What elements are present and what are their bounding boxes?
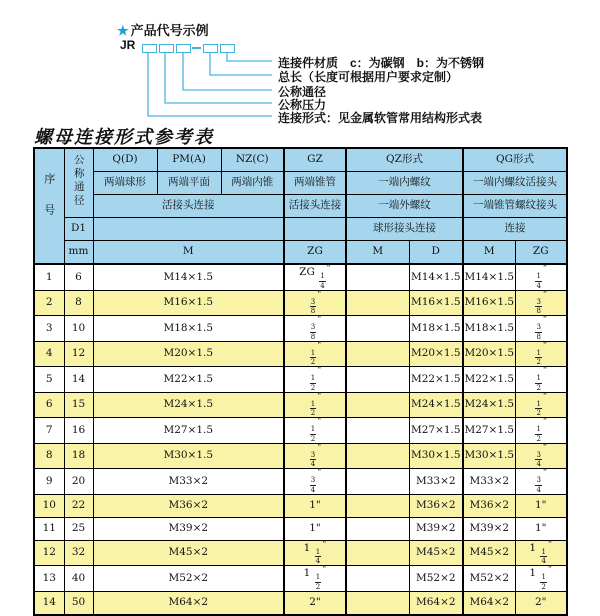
fraction: $\frac{3}{4}$ (536, 476, 541, 494)
cell-m: M24×1.5 (93, 392, 284, 418)
cell-zg (284, 341, 346, 367)
header-qg-sub-m: M (463, 241, 515, 265)
table-row (34, 469, 567, 495)
cell-seq: 14 (34, 591, 64, 615)
header-unit: mm (64, 241, 93, 265)
cell-qz_m (346, 517, 409, 540)
cell-qg_m: M14×1.5 (463, 264, 515, 290)
table-row (34, 367, 567, 393)
header-qz-sub-d: D (409, 241, 463, 265)
cell-seq: 3 (34, 316, 64, 342)
diagram-label-pressure: 公称压力 (278, 98, 327, 112)
inch-mark: " (542, 366, 548, 376)
fraction: $\frac{1}{2}$ (310, 374, 316, 392)
cell-qz_d: M27×1.5 (409, 418, 463, 444)
diagram-label-connection: 连接形式：见金属软管常用结构形式表 (278, 111, 483, 125)
cell-qz_m (346, 418, 409, 444)
inch-mark: " (326, 264, 331, 274)
fraction: $\frac{1}{2}$ (536, 425, 541, 443)
table-row (34, 290, 567, 316)
cell-seq: 12 (34, 540, 64, 566)
cell-qz_m (346, 392, 409, 418)
cell-m: M16×1.5 (93, 290, 284, 316)
diagram-label-length: 总长（长度可根据用户要求定制） (278, 70, 459, 84)
header-qz-conn: 一端外螺纹 (346, 195, 463, 218)
inch-mark: " (542, 391, 548, 402)
header-gz-type: 两端锥管 (284, 172, 346, 195)
header-qz-code: QZ形式 (346, 148, 463, 172)
cell-qz_d: M14×1.5 (409, 264, 463, 290)
table-row (34, 494, 567, 517)
fraction: $\frac{1}{2}$ (536, 399, 541, 417)
inch-mark: " (542, 315, 548, 325)
cell-zg (284, 290, 346, 316)
table-row (34, 540, 567, 566)
cell-zg: ZG $\frac{1}{4}$ " (284, 264, 346, 290)
header-qg-conn: 一端锥管螺纹接头 (463, 195, 567, 218)
header-row-units (34, 241, 567, 265)
header-gz-conn: 活接头连接 (284, 195, 346, 218)
cell-zg (284, 418, 346, 444)
header-qz-conn2: 球形接头连接 (346, 218, 463, 241)
cell-zg (284, 316, 346, 342)
header-d1: D1 (64, 218, 93, 241)
table-title: 螺母连接形式参考表 (34, 127, 214, 148)
cell-seq: 4 (34, 341, 64, 367)
cell-qg_m: M33×2 (463, 469, 515, 495)
cell-m: M18×1.5 (93, 316, 284, 342)
diagram-label-diameter: 公称通径 (278, 85, 327, 99)
cell-dn: 8 (64, 290, 93, 316)
header-pm-code: PM(A) (157, 148, 221, 172)
cell-seq: 7 (34, 418, 64, 444)
cell-dn: 12 (64, 341, 93, 367)
cell-m: M30×1.5 (93, 443, 284, 469)
table-header (34, 148, 567, 264)
cell-qz_d: M18×1.5 (409, 316, 463, 342)
cell-zg (284, 443, 346, 469)
fraction: $\frac{3}{4}$ (536, 450, 541, 468)
cell-qz_d: M16×1.5 (409, 290, 463, 316)
diagram-label-material: 连接件材质 c：为碳钢 b：为不锈钢 (278, 56, 485, 70)
inch-mark: " (322, 565, 327, 575)
cell-seq: 8 (34, 443, 64, 469)
table-row (34, 591, 567, 615)
cell-seq: 6 (34, 392, 64, 418)
cell-qz_m (346, 591, 409, 615)
cell-qz_d: M30×1.5 (409, 443, 463, 469)
cell-qg_m: M64×2 (463, 591, 515, 615)
header-empty-union (93, 218, 284, 241)
cell-qg_zg: 1" (515, 494, 567, 517)
header-row-d1 (34, 218, 567, 241)
cell-qg_m: M16×1.5 (463, 290, 515, 316)
cell-seq: 2 (34, 290, 64, 316)
cell-qg_zg (515, 469, 567, 495)
cell-qz_d: M22×1.5 (409, 367, 463, 393)
cell-qg_m: M45×2 (463, 540, 515, 566)
cell-qz_m (346, 264, 409, 290)
cell-zg: 1" (284, 494, 346, 517)
header-nz-code: NZ(C) (221, 148, 284, 172)
cell-m: M27×1.5 (93, 418, 284, 444)
table-row (34, 264, 567, 290)
cell-dn: 6 (64, 264, 93, 290)
header-qg-conn2: 连接 (463, 218, 567, 241)
cell-qg_zg (515, 290, 567, 316)
header-row-types (34, 172, 567, 195)
header-gz-thread: ZG (284, 241, 346, 265)
fraction: $\frac{1}{4}$ (536, 272, 541, 290)
header-union-thread: M (93, 241, 284, 265)
inch-mark: " (317, 442, 322, 453)
fraction: $\frac{1}{2}$ (536, 348, 541, 366)
header-nz-type: 两端内锥 (221, 172, 284, 195)
header-dn: 公称通径 (64, 148, 93, 218)
header-row-connection (34, 195, 567, 218)
cell-seq: 13 (34, 566, 64, 592)
cell-qg_m: M36×2 (463, 494, 515, 517)
fraction: $\frac{1}{2}$ (310, 399, 316, 417)
cell-dn: 20 (64, 469, 93, 495)
cell-qg_zg (515, 264, 567, 290)
table-body (34, 264, 567, 615)
header-seq: 序号 (34, 148, 64, 264)
cell-m: M14×1.5 (93, 264, 284, 290)
cell-m: M39×2 (93, 517, 284, 540)
cell-qz_m (346, 316, 409, 342)
cell-seq: 10 (34, 494, 64, 517)
cell-m: M52×2 (93, 566, 284, 592)
cell-dn: 18 (64, 443, 93, 469)
inch-mark: " (317, 366, 322, 376)
cell-qg_m: M18×1.5 (463, 316, 515, 342)
fraction: $\frac{3}{8}$ (536, 323, 541, 341)
cell-qg_zg: 2" (515, 591, 567, 615)
fraction: $\frac{1}{4}$ (541, 547, 546, 565)
cell-dn: 32 (64, 540, 93, 566)
table-row (34, 566, 567, 592)
cell-qz_m (346, 341, 409, 367)
cell-zg: 1" (284, 517, 346, 540)
cell-zg (284, 367, 346, 393)
fraction: $\frac{3}{8}$ (310, 297, 316, 315)
cell-qg_m: M27×1.5 (463, 418, 515, 444)
header-gz-code: GZ (284, 148, 346, 172)
cell-qg_zg (515, 443, 567, 469)
fraction: $\frac{3}{8}$ (536, 297, 541, 315)
cell-qz_d: M33×2 (409, 469, 463, 495)
fraction: $\frac{1}{4}$ (315, 547, 321, 565)
cell-qz_m (346, 367, 409, 393)
cell-qg_zg: 1" (515, 517, 567, 540)
fraction: $\frac{3}{4}$ (310, 450, 316, 468)
cell-dn: 22 (64, 494, 93, 517)
header-q-code: Q(D) (93, 148, 157, 172)
cell-qg_m: M30×1.5 (463, 443, 515, 469)
header-row-codes (34, 148, 567, 172)
fraction: $\frac{1}{2}$ (536, 374, 541, 392)
cell-qz_d: M39×2 (409, 517, 463, 540)
code-prefix: JR (120, 38, 136, 52)
inch-mark: " (317, 289, 322, 300)
cell-dn: 16 (64, 418, 93, 444)
inch-mark: " (542, 340, 548, 351)
cell-qz_d: M64×2 (409, 591, 463, 615)
header-qz-type: 一端内螺纹 (346, 172, 463, 195)
header-union-conn: 活接头连接 (93, 195, 284, 218)
header-pm-type: 两端平面 (157, 172, 221, 195)
table-row (34, 316, 567, 342)
cell-dn: 14 (64, 367, 93, 393)
cell-qg_zg (515, 341, 567, 367)
cell-qg_zg: 1 $\frac{1}{4}$ " (515, 540, 567, 566)
header-qg-code: QG形式 (463, 148, 567, 172)
fraction: $\frac{1}{2}$ (310, 425, 316, 443)
cell-dn: 50 (64, 591, 93, 615)
inch-mark: " (542, 417, 548, 427)
cell-qz_d: M45×2 (409, 540, 463, 566)
inch-mark: " (317, 468, 322, 478)
nut-connection-reference-table (33, 147, 568, 616)
cell-seq: 5 (34, 367, 64, 393)
product-code-example-label: 产品代号示例 (130, 23, 209, 38)
cell-m: M45×2 (93, 540, 284, 566)
cell-m: M20×1.5 (93, 341, 284, 367)
cell-qz_m (346, 469, 409, 495)
table-row (34, 517, 567, 540)
cell-m: M22×1.5 (93, 367, 284, 393)
inch-mark: " (317, 315, 322, 325)
table-row (34, 418, 567, 444)
cell-qg_zg: 1 $\frac{1}{2}$ " (515, 566, 567, 592)
cell-seq: 11 (34, 517, 64, 540)
cell-qg_m: M22×1.5 (463, 367, 515, 393)
cell-qz_m (346, 566, 409, 592)
cell-qg_zg (515, 316, 567, 342)
cell-zg (284, 469, 346, 495)
inch-mark: " (547, 539, 553, 550)
fraction: $\frac{3}{4}$ (310, 476, 316, 494)
cell-zg: 1 $\frac{1}{4}$ " (284, 540, 346, 566)
cell-qg_zg (515, 392, 567, 418)
fraction: $\frac{1}{4}$ (320, 272, 325, 290)
cell-qg_m: M20×1.5 (463, 341, 515, 367)
cell-qg_m: M39×2 (463, 517, 515, 540)
cell-qg_m: M24×1.5 (463, 392, 515, 418)
cell-qg_zg (515, 367, 567, 393)
header-empty-gz (284, 218, 346, 241)
cell-zg (284, 392, 346, 418)
inch-mark: " (317, 340, 322, 351)
cell-qg_zg (515, 418, 567, 444)
header-q-type: 两端球形 (93, 172, 157, 195)
table-row (34, 341, 567, 367)
cell-dn: 40 (64, 566, 93, 592)
cell-dn: 10 (64, 316, 93, 342)
star-icon: ★ (117, 23, 129, 38)
cell-qz_m (346, 443, 409, 469)
inch-mark: " (542, 468, 548, 478)
cell-qz_m (346, 494, 409, 517)
cell-m: M36×2 (93, 494, 284, 517)
inch-mark: " (542, 264, 548, 274)
cell-qz_d: M36×2 (409, 494, 463, 517)
inch-mark: " (322, 539, 327, 550)
cell-qz_m (346, 290, 409, 316)
inch-mark: " (542, 442, 548, 453)
fraction: $\frac{3}{8}$ (310, 323, 316, 341)
inch-mark: " (317, 417, 322, 427)
table-row (34, 443, 567, 469)
header-qz-sub-m: M (346, 241, 409, 265)
cell-zg: 1 $\frac{1}{2}$ " (284, 566, 346, 592)
cell-qz_d: M52×2 (409, 566, 463, 592)
cell-qz_m (346, 540, 409, 566)
cell-m: M33×2 (93, 469, 284, 495)
cell-zg: 2" (284, 591, 346, 615)
inch-mark: " (547, 565, 553, 575)
cell-seq: 1 (34, 264, 64, 290)
inch-mark: " (317, 391, 322, 402)
fraction: $\frac{1}{2}$ (315, 573, 321, 591)
cell-dn: 25 (64, 517, 93, 540)
cell-seq: 9 (34, 469, 64, 495)
header-qg-type: 一端内螺纹活接头 (463, 172, 567, 195)
cell-m: M64×2 (93, 591, 284, 615)
fraction: $\frac{1}{2}$ (541, 573, 546, 591)
cell-qz_d: M20×1.5 (409, 341, 463, 367)
cell-dn: 15 (64, 392, 93, 418)
fraction: $\frac{1}{2}$ (310, 348, 316, 366)
cell-qg_m: M52×2 (463, 566, 515, 592)
cell-qz_d: M24×1.5 (409, 392, 463, 418)
header-qg-sub-zg: ZG (515, 241, 567, 265)
inch-mark: " (542, 289, 548, 300)
table-row (34, 392, 567, 418)
